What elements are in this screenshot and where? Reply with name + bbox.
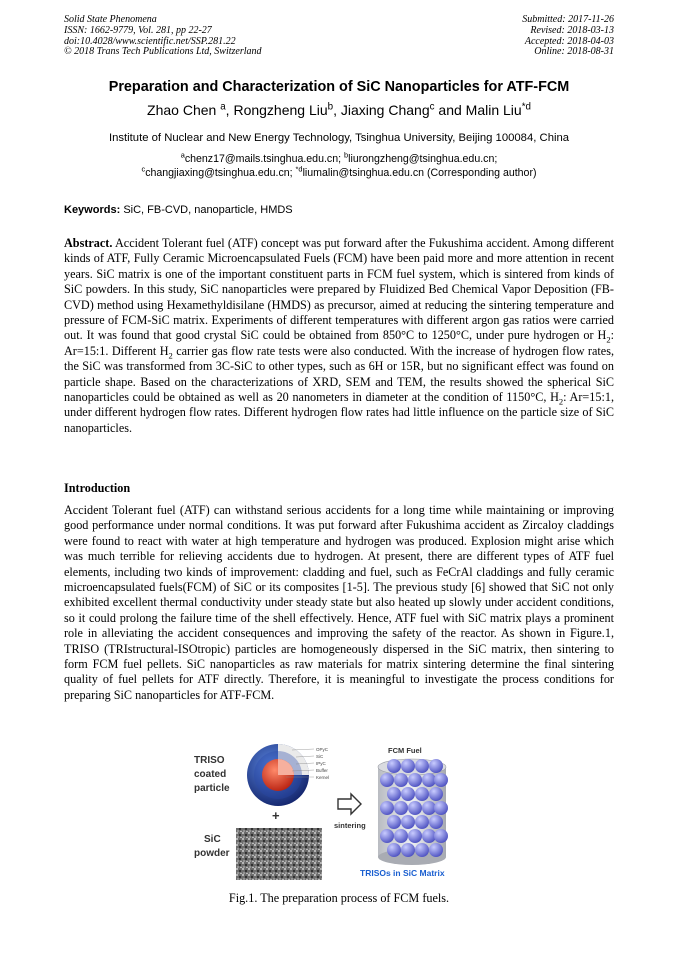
author-name: Jiaxing Chang [340, 102, 430, 118]
sintering-label: sintering [334, 821, 366, 830]
keywords-label: Keywords: [64, 204, 121, 216]
triso-sphere [434, 801, 448, 815]
journal-issn: ISSN: 1662-9779, Vol. 281, pp 22-27 [64, 24, 212, 36]
sic-powder-sem-image [236, 828, 322, 880]
journal-copyright: © 2018 Trans Tech Publications Ltd, Switzerland [64, 46, 262, 58]
triso-label-3: particle [194, 783, 230, 794]
section-heading-introduction: Introduction [64, 481, 131, 495]
triso-sphere [394, 773, 408, 787]
triso-label-2: coated [194, 769, 227, 780]
triso-sphere [387, 815, 401, 829]
date-submitted: Submitted: 2017-11-26 [522, 14, 614, 25]
author-sup: a [220, 101, 226, 113]
triso-sphere [401, 759, 415, 773]
date-revised: Revised: 2018-03-13 [530, 24, 614, 36]
abstract-text: : Ar=15:1. Different H [64, 328, 614, 358]
triso-sphere [429, 759, 443, 773]
introduction-paragraph: Accident Tolerant fuel (ATF) can withstand serious accidents for a long time while maintaining or improving good performance under normal conditions. It was put forward after Fukushima accident as Zircaloy claddings were found to react with water at high temperature and hydrogen was produced. Explosion might arise which was much terrible for relieving accidents due to hydrogen. At present, there are different types of ATF fuel elements, including two kinds of improvement: cladding and fuel, such as FeCrAl claddings and fully ceramic microencapsulated fuels(FCM) of SiC or its composites [1-5]. The previous study [6] showed that SiC not only exhibited excellent thermal conductivity under steady state but also heated up slowly under accident conditions, so it could prolong the failure time of the shell effectively. Hence, ATF fuel with SiC matrix plays a prominent role in alleviating the accident consequences and improving the safety of the reactor. As shown in Figure.1, TRISO (TRIstructural-ISOtropic) particles are homogeneously dispersed in the SiC matrix, then sintering to form FCM fuel pellets. SiC nanoparticles as raw materials for matrix sintering determine the final sintering quality of fuel pellets for ATF directly. Therefore, it is meaningful to investigate the process conditions for preparing SiC nanoparticles for ATF-FCM. [64, 503, 614, 702]
powder-label-1: SiC [204, 834, 221, 845]
triso-sphere [429, 787, 443, 801]
triso-sphere [434, 773, 448, 787]
abstract-label: Abstract. [64, 236, 113, 250]
dates-header [522, 15, 614, 58]
triso-sphere [401, 843, 415, 857]
triso-sphere [422, 801, 436, 815]
subscript: 2 [168, 350, 173, 361]
abstract-text: : Ar=15:1, under different hydrogen flow rates. Different hydrogen flow rates had little influence on the particle size of SiC nanoparticles. [64, 390, 614, 435]
fcm-process-figure [188, 742, 488, 884]
plus-sign: + [272, 808, 280, 823]
author-sup: b [327, 101, 334, 113]
triso-sphere [415, 759, 429, 773]
triso-sphere [387, 759, 401, 773]
author-name: Rongzheng Liu [233, 102, 328, 118]
paper-title: Preparation and Characterization of SiC Nanoparticles for ATF-FCM [108, 79, 570, 95]
triso-sphere [380, 829, 394, 843]
triso-sphere [380, 773, 394, 787]
triso-sphere [422, 773, 436, 787]
journal-header [64, 15, 262, 58]
author-name: Malin Liu [465, 102, 522, 118]
fcm-fuel-label: FCM Fuel [388, 746, 422, 755]
triso-particle-diagram [247, 744, 309, 806]
triso-sphere [415, 787, 429, 801]
layer-label: SiC [316, 754, 324, 759]
journal-name: Solid State Phenomena [64, 14, 157, 25]
subscript: 2 [606, 334, 611, 345]
abstract-paragraph [64, 236, 614, 436]
triso-sphere [387, 787, 401, 801]
keywords-text: SiC, FB-CVD, nanoparticle, HMDS [123, 204, 293, 216]
triso-sphere [429, 843, 443, 857]
layer-label: Kernel [316, 775, 330, 780]
layer-label: OPyC [316, 747, 329, 752]
author-name: Zhao Chen [147, 102, 217, 118]
author-sup: *d [521, 101, 531, 113]
triso-sphere [401, 787, 415, 801]
triso-sphere [387, 843, 401, 857]
triso-sphere [434, 829, 448, 843]
layer-label: Buffer [316, 768, 328, 773]
triso-sphere [408, 829, 422, 843]
triso-sphere [422, 829, 436, 843]
fcm-pellet-diagram [378, 759, 448, 865]
email-b: liurongzheng@tsinghua.edu.cn; [348, 153, 498, 165]
triso-sphere [415, 815, 429, 829]
layer-label: IPyC [316, 761, 326, 766]
triso-sphere [401, 815, 415, 829]
email-list: $^a$chenz17@mails.tsinghua.edu.cn; $^b$liurongzheng@tsinghua.edu.cn; $^c$changjiaxing@tsinghua.edu.cn; $^{*d}$liumalin@tsinghua.edu.cn (Corresponding author) [141, 150, 537, 179]
triso-sphere [408, 773, 422, 787]
keywords [64, 204, 293, 216]
triso-sphere [394, 829, 408, 843]
sintering-arrow-icon [338, 794, 361, 814]
author-list: Zhao Chen $^a$, Rongzheng Liu$^b$, Jiaxing Chang$^c$ and Malin Liu$^{*d}$ [147, 101, 531, 118]
abstract-text: Accident Tolerant fuel (ATF) concept was put forward after the Fukushima accident. Among different kinds of ATF, Fully Ceramic Microencapsulated Fuels (FCM) have been paid more and more attention in recent years. SiC matrix is one of the important constituent parts in FCM fuel system, which is sintered from kinds of SiC powders. In this study, SiC nanoparticles were prepared by Fluidized Bed Chemical Vapor Deposition (FB-CVD) method using Hexamethyldisilane (HMDS) as precursor, aimed at reducing the sintering temperature and pressure of FCM-SiC matrix. Experiments of different temperatures with different argon gas ratios were carried out. It was found that good crystal SiC could be obtained from 850°C to 1250°C, under pure hydrogen or H [64, 236, 614, 343]
email-d: liumalin@tsinghua.edu.cn (Corresponding author) [302, 167, 537, 179]
date-online: Online: 2018-08-31 [534, 46, 614, 58]
powder-label-2: powder [194, 848, 230, 859]
email-c: changjiaxing@tsinghua.edu.cn; [145, 167, 293, 179]
triso-sphere [380, 801, 394, 815]
email-a: chenz17@mails.tsinghua.edu.cn; [184, 153, 342, 165]
triso-label-1: TRISO [194, 755, 225, 766]
subscript: 2 [558, 396, 564, 407]
figure-caption: Fig.1. The preparation process of FCM fuels. [228, 891, 450, 905]
triso-sphere [408, 801, 422, 815]
triso-sphere [429, 815, 443, 829]
date-accepted: Accepted: 2018-04-03 [524, 35, 614, 47]
author-sup: c [429, 101, 435, 113]
abstract-text: carrier gas flow rate tests were also conducted. With the increase of hydrogen flow rates, the SiC was transformed from 3C-SiC to other types, such as 6H or 15R, but no significant effect was found on particle shape. Based on the characterizations of XRD, SEM and TEM, the results showed the spherical SiC nanoparticles could be obtained as well as 20 nanometers in diameter at the condition of 1150°C, H [64, 343, 614, 405]
affiliation: Institute of Nuclear and New Energy Technology, Tsinghua University, Beijing 100084, China [108, 132, 570, 144]
journal-doi: doi:10.4028/www.scientific.net/SSP.281.22 [64, 35, 236, 47]
triso-sphere [415, 843, 429, 857]
triso-sphere [394, 801, 408, 815]
trisos-in-sic-matrix-label: TRISOs in SiC Matrix [360, 868, 445, 878]
